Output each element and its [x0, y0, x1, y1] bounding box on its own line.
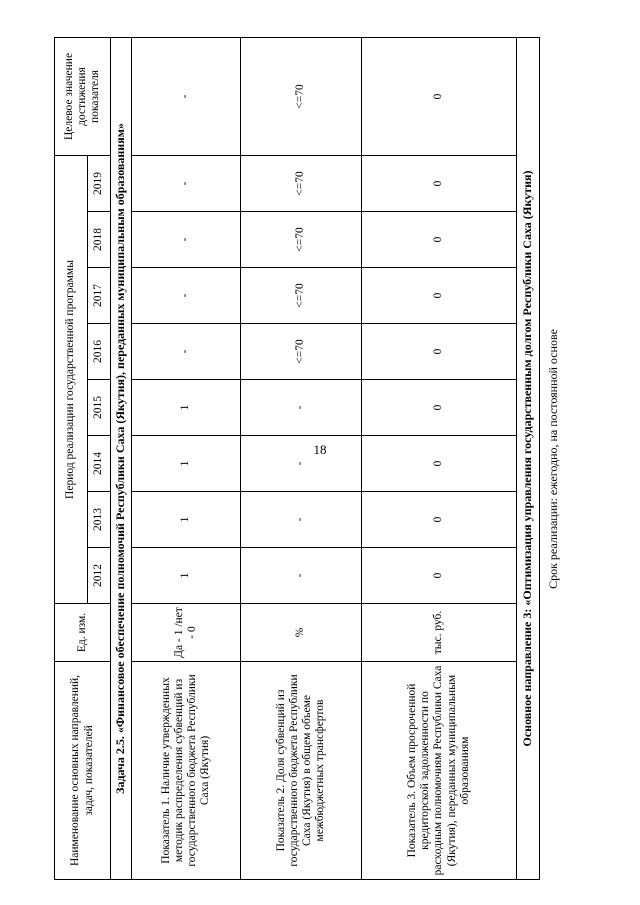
- indicator-target: <=70: [241, 37, 362, 155]
- rotated-table-sheet: [54, 38, 560, 880]
- indicator-value: 1: [132, 380, 241, 436]
- indicator-name: Показатель 2. Доля субвенций из государственного бюджета Республики Саха (Якутия) в общем объеме межбюджетных трансфертов: [241, 662, 362, 880]
- indicator-unit: %: [241, 604, 362, 662]
- indicator-value: 0: [362, 212, 517, 268]
- indicator-unit: Да - 1 /нет - 0: [132, 604, 241, 662]
- indicator-value: -: [241, 436, 362, 492]
- indicator-value: -: [241, 380, 362, 436]
- indicators-table: [54, 37, 540, 880]
- page-number: 18: [313, 442, 327, 457]
- header-year: 2019: [88, 155, 111, 211]
- indicator-value: 0: [362, 436, 517, 492]
- indicator-target: 0: [362, 37, 517, 155]
- header-unit: Ед. изм.: [55, 604, 111, 662]
- table-row: [362, 37, 517, 879]
- header-name: Наименование основных направлений, задач, показателей: [55, 662, 111, 880]
- indicator-value: -: [241, 492, 362, 548]
- indicator-value: 0: [362, 155, 517, 211]
- indicator-value: -: [132, 212, 241, 268]
- indicator-value: <=70: [241, 324, 362, 380]
- table-row: [132, 37, 241, 879]
- indicator-value: 0: [362, 380, 517, 436]
- indicator-value: 1: [132, 436, 241, 492]
- indicator-value: <=70: [241, 268, 362, 324]
- indicator-target: -: [132, 37, 241, 155]
- indicator-value: -: [132, 268, 241, 324]
- indicator-name: Показатель 3. Объем просроченной кредиторской задолженности по расходным полномочиям Республики Саха (Якутия), переданных муниципальным образованиям: [362, 662, 517, 880]
- task-heading: Задача 2.5. «Финансовое обеспечение полномочий Республики Саха (Якутия), переданных муниципальным образованиям»: [111, 37, 132, 879]
- header-year: 2012: [88, 548, 111, 604]
- header-year: 2018: [88, 212, 111, 268]
- indicator-value: <=70: [241, 212, 362, 268]
- direction-heading: Основное направление 3: «Оптимизация управления государственным долгом Республики Саха (Якутия): [517, 37, 540, 879]
- implementation-term: Срок реализации: ежегодно, на постоянной основе: [546, 329, 560, 589]
- indicator-value: -: [241, 548, 362, 604]
- indicator-value: 1: [132, 548, 241, 604]
- header-year: 2013: [88, 492, 111, 548]
- indicator-value: 0: [362, 268, 517, 324]
- indicator-unit: тыс. руб.: [362, 604, 517, 662]
- indicator-value: 0: [362, 548, 517, 604]
- header-target: Целевое значение достижения показателя: [55, 37, 111, 155]
- header-period: Период реализации государственной программы: [55, 155, 88, 603]
- header-year: 2014: [88, 436, 111, 492]
- indicator-value: 1: [132, 492, 241, 548]
- indicator-value: <=70: [241, 155, 362, 211]
- header-year: 2015: [88, 380, 111, 436]
- indicator-value: -: [132, 155, 241, 211]
- indicator-name: Показатель 1. Наличие утвержденных методик распределения субвенций из государственного бюджета Республики Саха (Якутия): [132, 662, 241, 880]
- table-row: [241, 37, 362, 879]
- header-year: 2016: [88, 324, 111, 380]
- indicator-value: 0: [362, 324, 517, 380]
- indicator-value: 0: [362, 492, 517, 548]
- indicator-value: -: [132, 324, 241, 380]
- header-year: 2017: [88, 268, 111, 324]
